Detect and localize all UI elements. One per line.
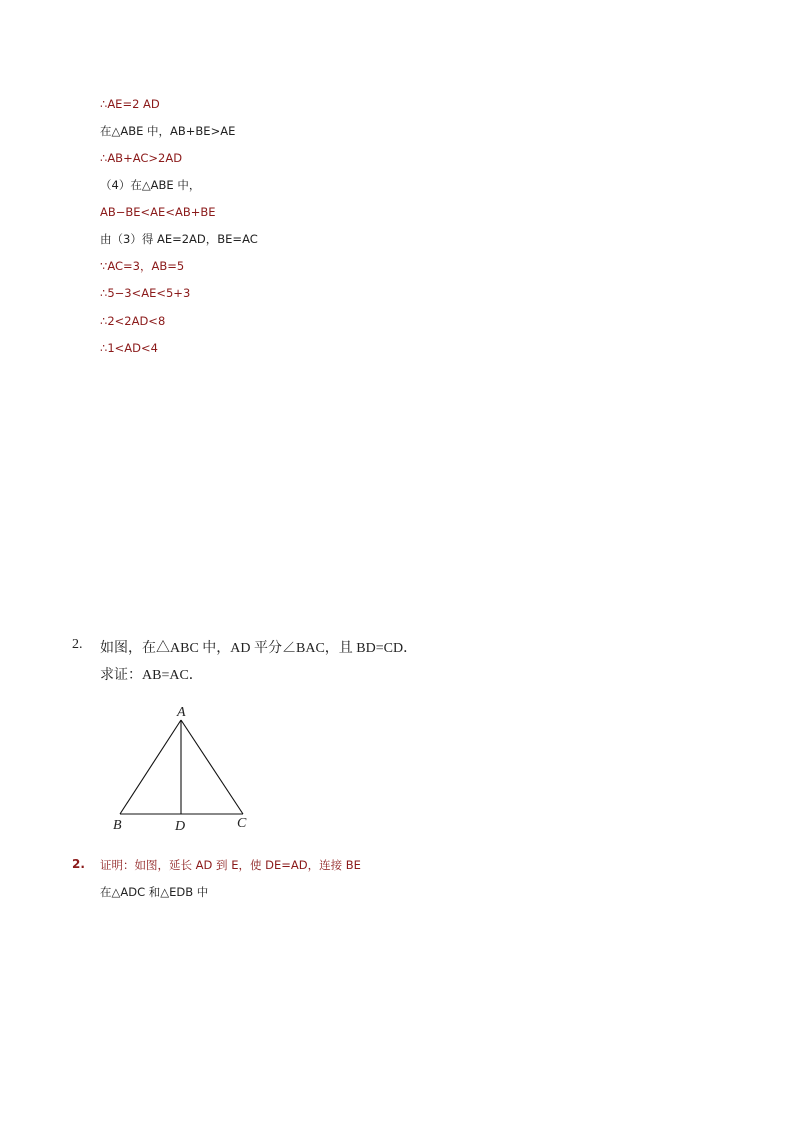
label-c: C [237, 816, 247, 831]
proof-line: ∴AB+AC>2AD [100, 151, 183, 165]
answer-line: 证明：如图，延长 AD 到 E，使 DE=AD，连接 BE [100, 858, 361, 872]
proof-line: 在△ABE 中，AB+BE>AE [100, 124, 236, 138]
proof-line: ∵AC=3，AB=5 [100, 259, 185, 273]
triangle-figure [108, 700, 268, 840]
proof-line: AB−BE<AE<AB+BE [100, 205, 216, 219]
label-d: D [175, 819, 186, 834]
question-number: 2. [72, 637, 83, 652]
proof-line: ∴1<AD<4 [100, 341, 158, 355]
side-ac [181, 720, 243, 814]
answer-line: 在△ADC 和△EDB 中 [100, 885, 209, 899]
side-ab [120, 720, 181, 814]
proof-line: ∴5−3<AE<5+3 [100, 286, 191, 300]
question-prove: 求证：AB=AC． [100, 668, 203, 683]
label-a: A [177, 705, 186, 720]
answer-number: 2. [72, 857, 85, 871]
label-b: B [113, 818, 122, 833]
proof-line: ∴AE=2 AD [100, 97, 160, 111]
proof-line: 由（3）得 AE=2AD，BE=AC [100, 232, 258, 246]
proof-line: （4）在△ABE 中， [100, 178, 201, 192]
question-text: 如图，在△ABC 中，AD 平分∠BAC，且 BD=CD． [100, 641, 418, 656]
proof-line: ∴2<2AD<8 [100, 314, 166, 328]
